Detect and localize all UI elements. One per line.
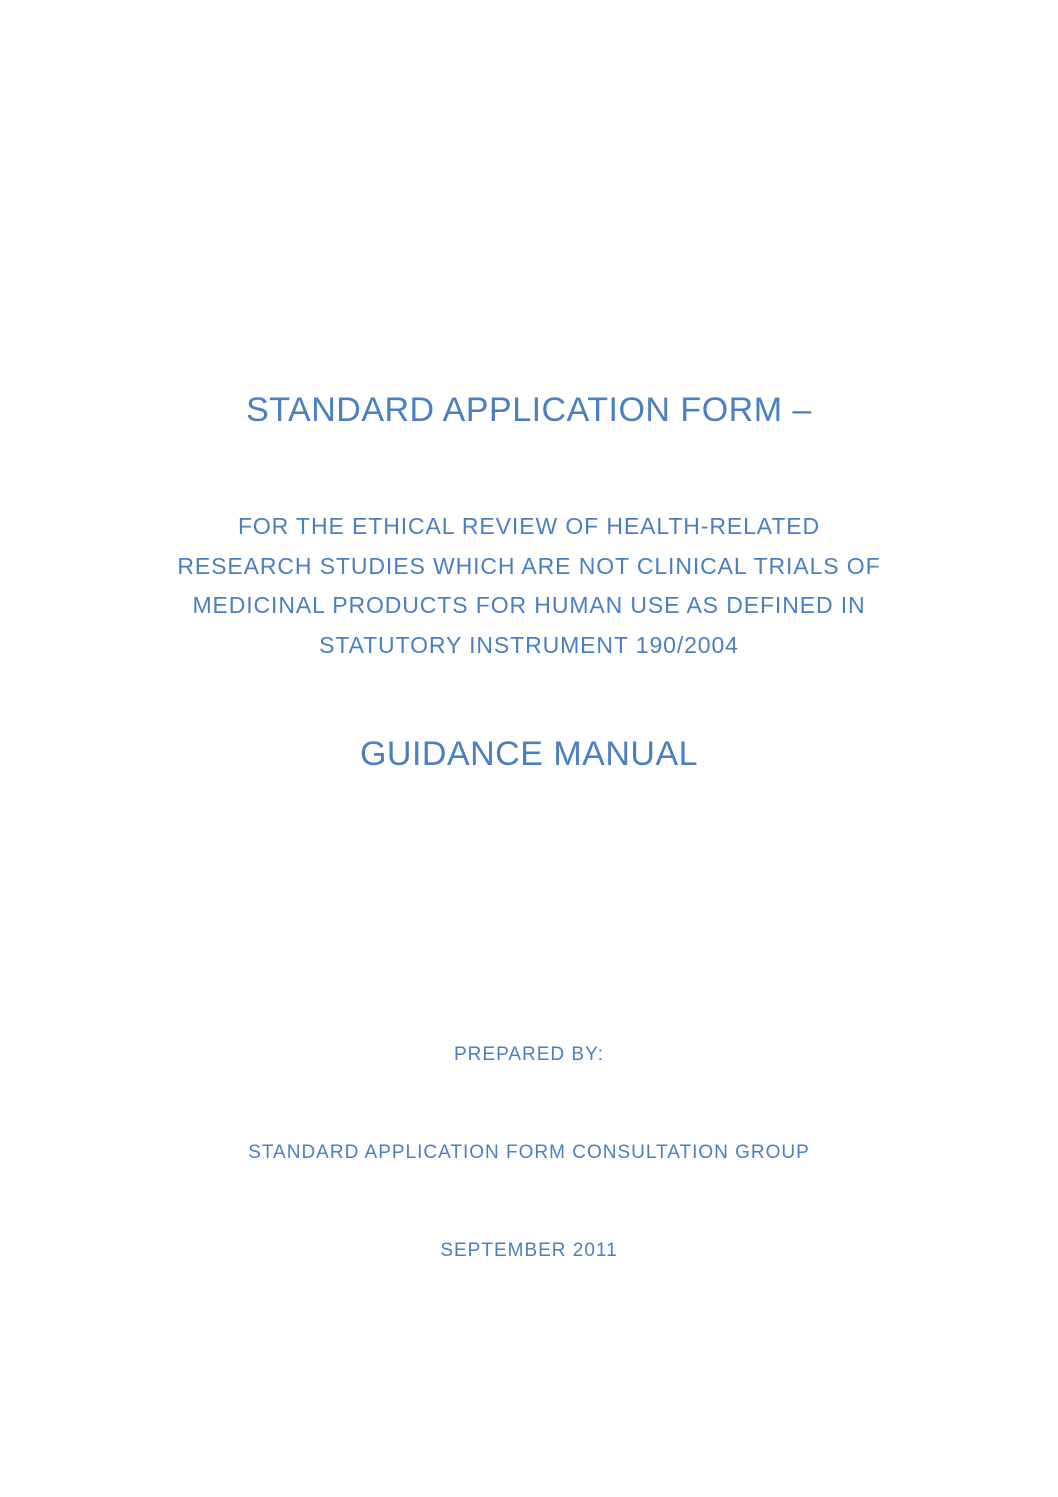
subtitle-line-1: FOR THE ETHICAL REVIEW OF HEALTH-RELATED	[237, 513, 821, 539]
subtitle-line-3: MEDICINAL PRODUCTS FOR HUMAN USE AS DEFINED IN	[192, 592, 866, 618]
document-subtitle	[0, 507, 1058, 665]
manual-title: GUIDANCE MANUAL	[359, 735, 699, 773]
subtitle-line-2: RESEARCH STUDIES WHICH ARE NOT CLINICAL TRIALS OF	[177, 552, 881, 579]
subtitle-line-4: STATUTORY INSTRUMENT 190/2004	[319, 631, 739, 658]
author-group: STANDARD APPLICATION FORM CONSULTATION GROUP	[248, 1142, 810, 1163]
document-title: STANDARD APPLICATION FORM –	[246, 391, 812, 429]
prepared-by-label: PREPARED BY:	[454, 1044, 604, 1065]
publication-date: SEPTEMBER 2011	[440, 1240, 618, 1261]
